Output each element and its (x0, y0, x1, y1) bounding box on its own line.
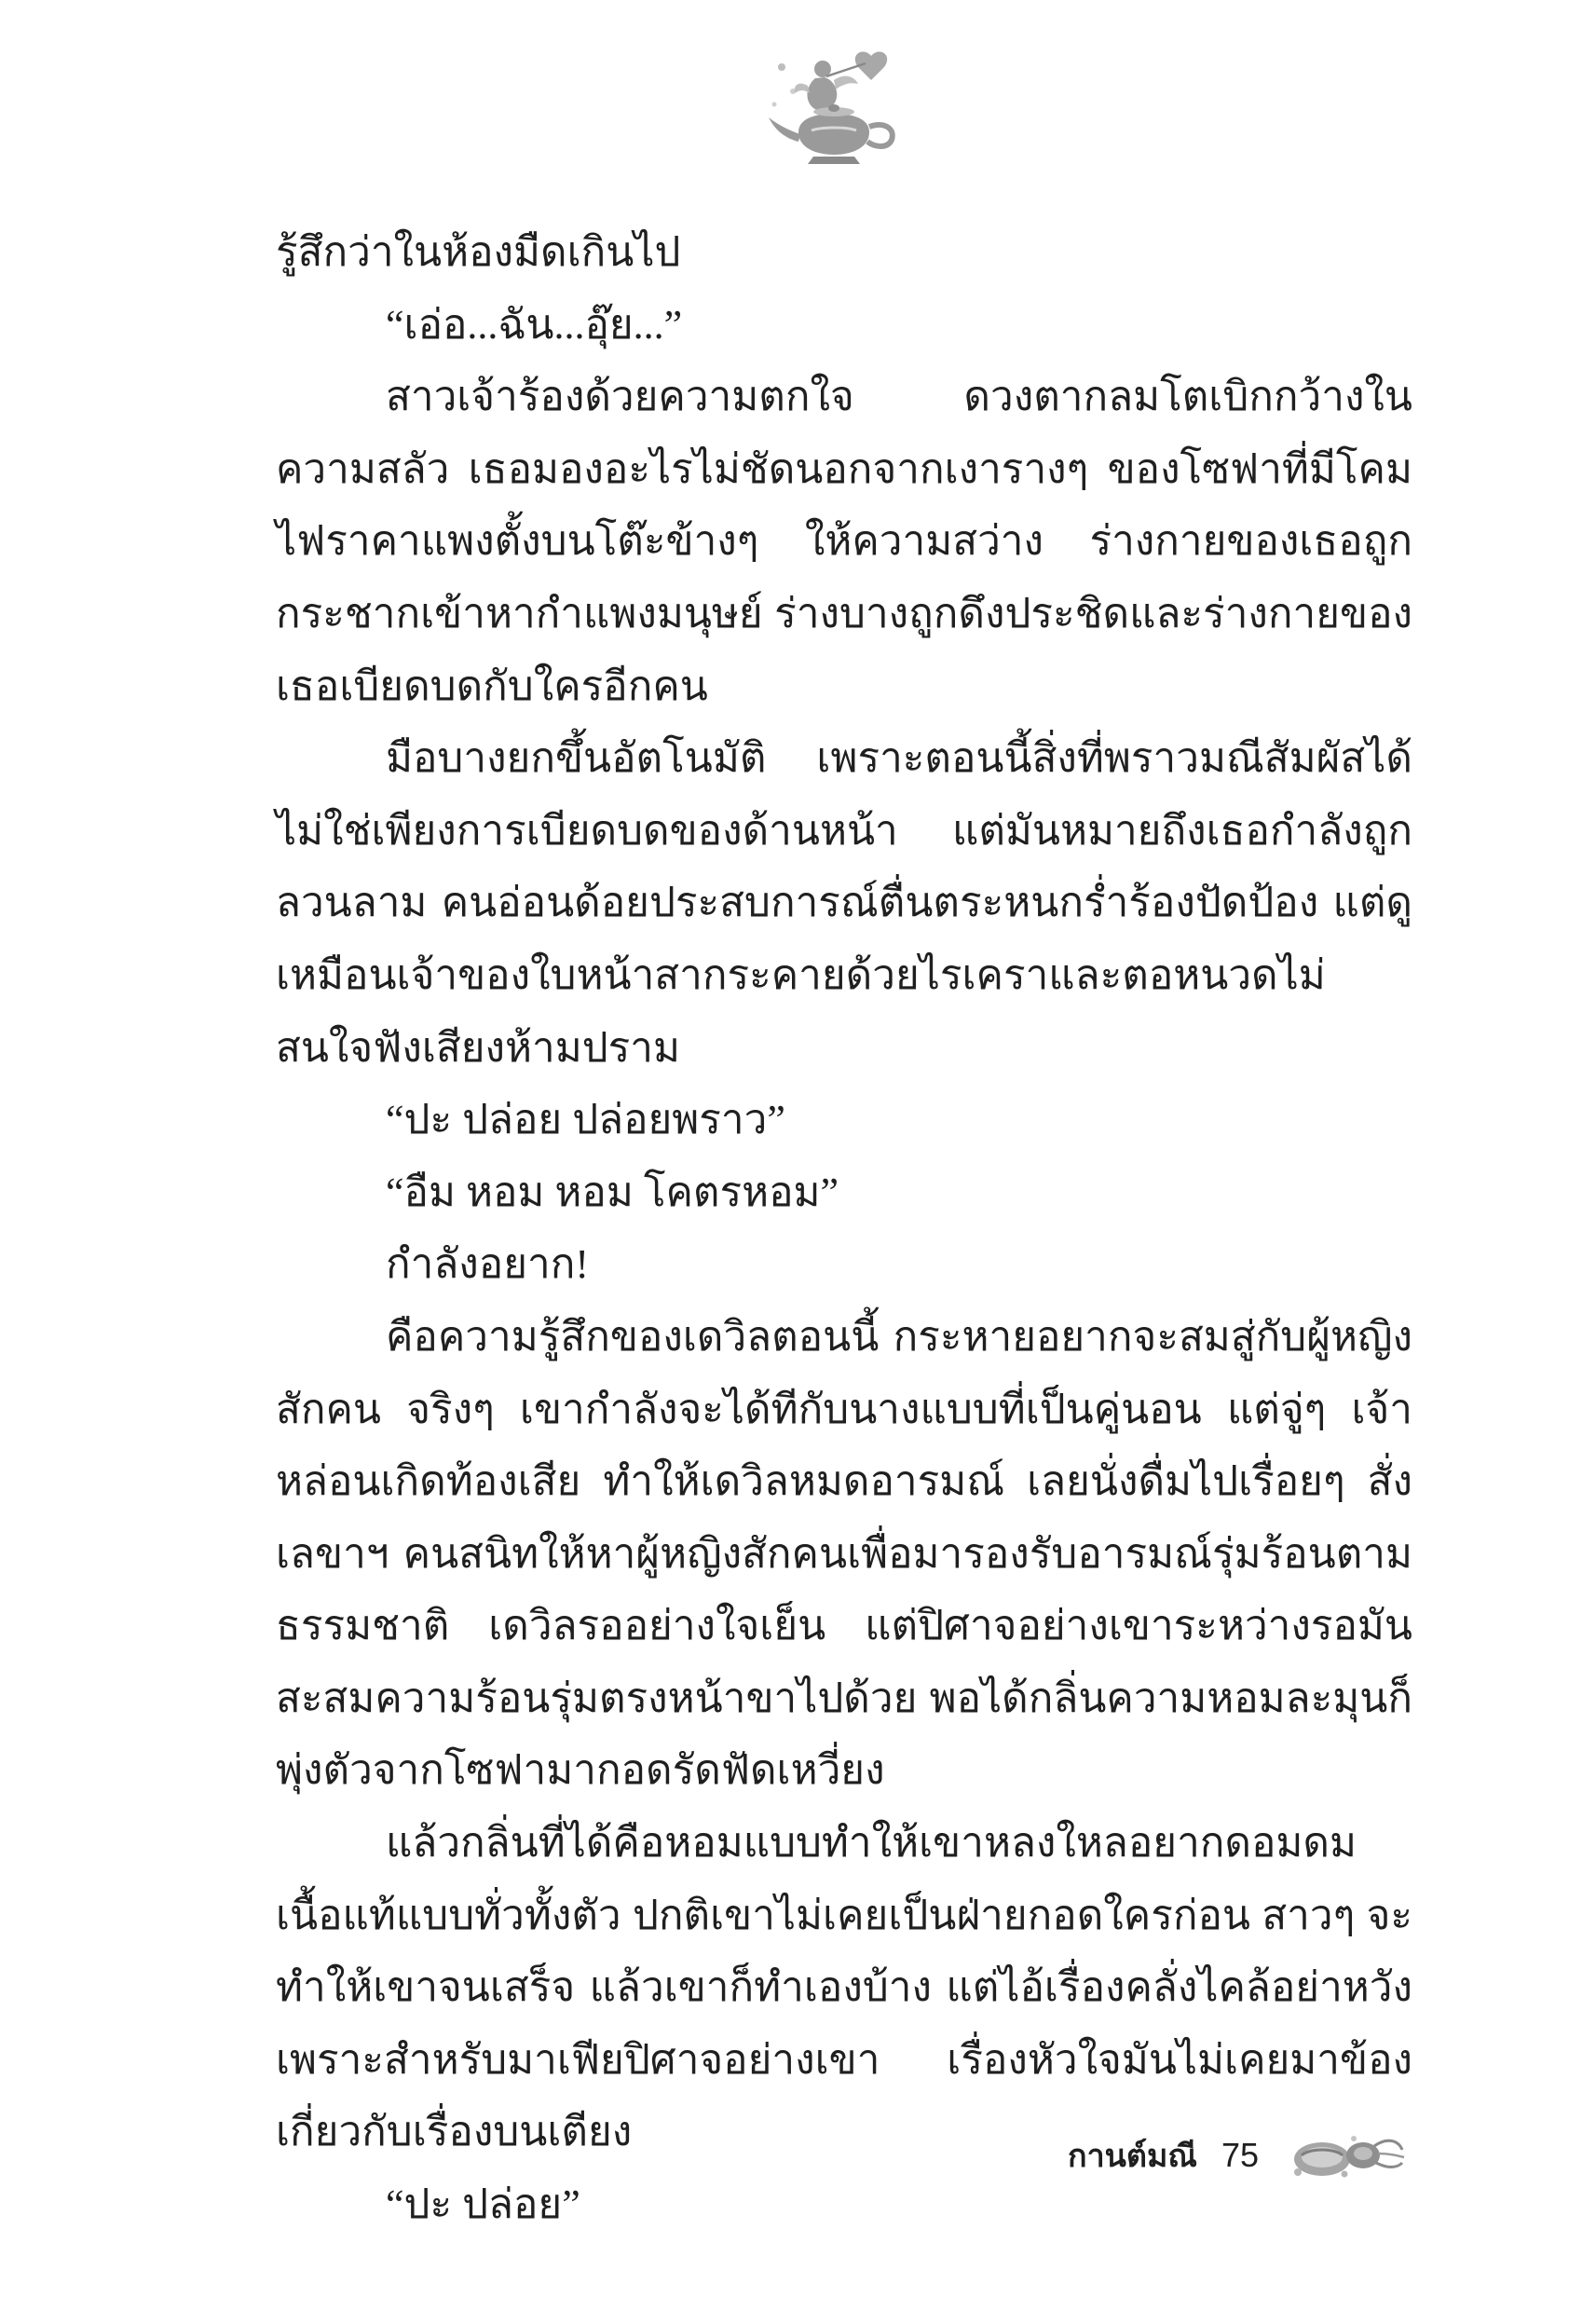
paragraph: รู้สึกว่าในห้องมืดเกินไป (276, 229, 681, 275)
paragraph: มือบางยกขึ้นอัตโนมัติ เพราะตอนนี้สิ่งที่พราวมณีสัมผัสได้ไม่ใช่เพียงการเบียดบดของด้านหน้า แต่มันหมายถึงเธอกำลังถูกลวนลาม คนอ่อนด้อยประสบการณ์ตื่นตระหนกร่ำร้องปัดป้อง แต่ดูเหมือนเจ้าของใบหน้าสากระคายด้วยไรเคราและตอหนวดไม่สนใจฟังเสียงห้ามปราม (276, 735, 1412, 1071)
page-number: 75 (1221, 2136, 1260, 2174)
paragraph: กำลังอยาก! (386, 1241, 590, 1288)
treasure-ornament-icon (1285, 2127, 1406, 2183)
paragraph: “ปะ ปล่อย ปล่อยพราว” (386, 1097, 785, 1143)
paragraph: คือความรู้สึกของเดวิลตอนนี้ กระหายอยากจะสมสู่กับผู้หญิงสักคน จริงๆ เขากำลังจะได้ทีกับนางแบบที่เป็นคู่นอน แต่จู่ๆ เจ้าหล่อนเกิดท้องเสีย ทำให้เดวิลหมดอารมณ์ เลยนั่งดื่มไปเรื่อยๆ สั่งเลขาฯ คนสนิทให้หาผู้หญิงสักคนเพื่อมารองรับอารมณ์รุ่มร้อนตามธรรมชาติ เดวิลรออย่างใจเย็น แต่ปิศาจอย่างเขาระหว่างรอมันสะสมความร้อนรุ่มตรงหน้าขาไปด้วย พอได้กลิ่นความหอมละมุนก็พุ่งตัวจากโซฟามากอดรัดฟัดเหวี่ยง (276, 1313, 1412, 1794)
paragraph: “ปะ ปล่อย” (386, 2181, 580, 2228)
book-title: กานต์มณี (1068, 2139, 1197, 2174)
cupid-teapot-ornament-icon (761, 48, 910, 179)
paragraph: “เอ่อ...ฉัน...อุ๊ย...” (386, 301, 683, 348)
paragraph: แล้วกลิ่นที่ได้คือหอมแบบทำให้เขาหลงใหลอยากดอมดมเนื้อแท้แบบทั่วทั้งตัว ปกติเขาไม่เคยเป็นฝ่ายกอดใครก่อน สาวๆ จะทำให้เขาจนเสร็จ แล้วเขาก็ทำเองบ้าง แต่ไอ้เรื่องคลั่งไคล้อย่าหวัง เพราะสำหรับมาเฟียปิศาจอย่างเขา เรื่องหัวใจมันไม่เคยมาข้องเกี่ยวกับเรื่องบนเตียง (276, 1820, 1412, 2155)
body-text (276, 216, 1412, 2241)
paragraph: “อืม หอม หอม โคตรหอม” (386, 1169, 839, 1215)
paragraph: สาวเจ้าร้องด้วยความตกใจ ดวงตากลมโตเบิกกว้างในความสลัว เธอมองอะไรไม่ชัดนอกจากเงารางๆ ของโซฟาที่มีโคมไฟราคาแพงตั้งบนโต๊ะข้างๆ ให้ความสว่าง ร่างกายของเธอถูกกระชากเข้าหากำแพงมนุษย์ ร่างบางถูกดึงประชิดและร่างกายของเธอเบียดบดกับใครอีกคน (276, 374, 1412, 709)
page-footer (1068, 2127, 1515, 2183)
